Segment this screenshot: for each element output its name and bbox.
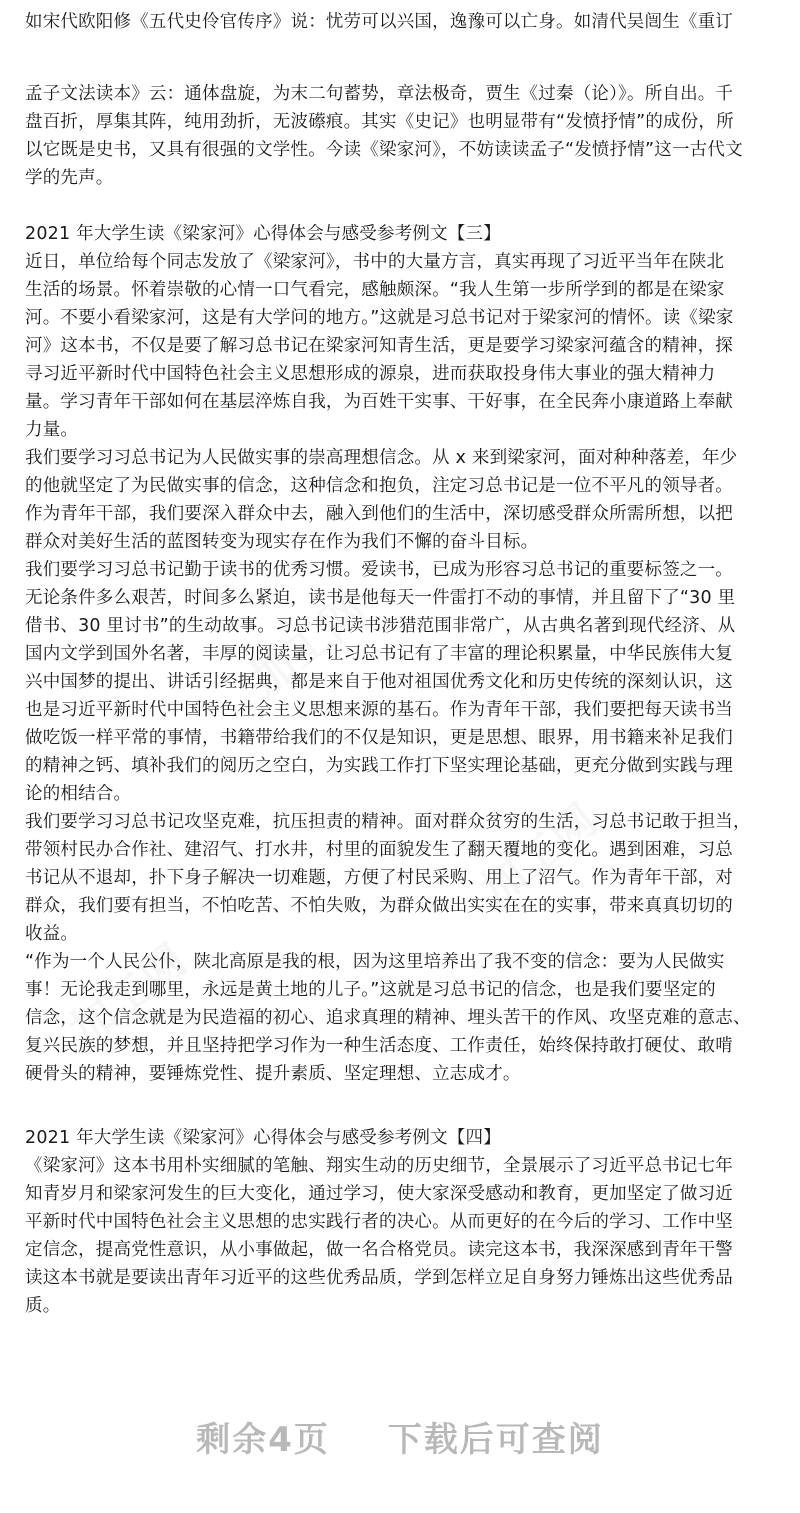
remaining-pages-label: 剩余4页 <box>196 1420 330 1460</box>
text-line: 书记从不退却，扑下身子解决一切难题，方便了村民采购、用上了沼气。作为青年干部，对 <box>25 868 733 888</box>
text-line: 收益。 <box>25 924 79 944</box>
text-line: 河。不要小看梁家河，这是有大学问的地方。”这就是习总书记对于梁家河的情怀。读《梁家 <box>25 308 734 328</box>
text-line: 河》这本书，不仅是要了解习总书记在梁家河知青生活，更是要学习梁家河蕴含的精神，探 <box>25 336 733 356</box>
text-line: 作为青年干部，我们要深入群众中去，融入到他们的生活中，深切感受群众所需所想，以把 <box>25 504 733 524</box>
text-line: 孟子文法读本》云：通体盘旋，为末二句蓄势，章法极奇，贾生《过秦（论）》。所自出。千 <box>25 84 734 104</box>
text-line: 读这本书就是要读出青年习近平的这些优秀品质，学到怎样立足自身努力锤炼出这些优秀品 <box>25 1268 733 1288</box>
text-line: 平新时代中国特色社会主义思想的忠实践行者的决心。从而更好的在今后的学习、工作中坚 <box>25 1212 733 1232</box>
text-line: 群众，我们要有担当，不怕吃苦、不怕失败，为群众做出实实在在的实事，带来真真切切的 <box>25 896 733 916</box>
text-line: 也是习近平新时代中国特色社会主义思想来源的基石。作为青年干部，我们要把每天读书当 <box>25 700 733 720</box>
text-line: 生活的场景。怀着崇敬的心情一口气看完，感触颇深。“我人生第一步所学到的都是在梁家 <box>25 280 725 300</box>
text-line: 复兴民族的梦想，并且坚持把学习作为一种生活态度、工作责任，始终保持敢打硬仗、敢啃 <box>25 1036 733 1056</box>
text-line: 无论条件多么艰苦，时间多么紧迫，读书是他每天一件雷打不动的事情，并且留下了“30 里 <box>25 588 736 608</box>
text-line: 知青岁月和梁家河发生的巨大变化，通过学习，使大家深受感动和教育，更加坚定了做习近 <box>25 1184 733 1204</box>
download-banner[interactable] <box>0 1412 800 1462</box>
text-line: 以它既是史书，又具有很强的文学性。今读《梁家河》，不妨读读孟子“发愤抒情”这一古代文 <box>25 140 743 160</box>
text-line: 信念，这个信念就是为民造福的初心、追求真理的精神、埋头苦干的作风、攻坚克难的意志、 <box>25 1008 751 1028</box>
text-line: 如宋代欧阳修《五代史伶官传序》说：忧劳可以兴国，逸豫可以亡身。如清代吴闿生《重订 <box>25 12 733 32</box>
text-line: 盘百折，厚集其阵，纯用劲折，无波礤痕。其实《史记》也明显带有“发愤抒情”的成份，所 <box>25 112 734 132</box>
text-line: 事！无论我走到哪里，永远是黄土地的儿子。”这就是习总书记的信念，也是我们要坚定的 <box>25 980 716 1000</box>
text-line: 近日，单位给每个同志发放了《梁家河》，书中的大量方言，真实再现了习近平当年在陕北 <box>25 252 725 272</box>
section-heading: 2021 年大学生读《梁家河》心得体会与感受参考例文【三】 <box>25 224 501 244</box>
text-line: 《梁家河》这本书用朴实细腻的笔触、翔实生动的历史细节，全景展示了习近平总书记七年 <box>25 1156 733 1176</box>
text-line: 带领村民办合作社、建沼气、打水井，村里的面貌发生了翻天覆地的变化。遇到困难，习总 <box>25 840 733 860</box>
download-hint-label: 下载后可查阅 <box>387 1420 604 1460</box>
text-line: 借书、30 里讨书”的生动故事。习总书记读书涉猎范围非常广，从古典名著到现代经济、从 <box>25 616 736 636</box>
text-line: 兴中国梦的提出、讲话引经据典，都是来自于他对祖国优秀文化和历史传统的深刻认识，这 <box>25 672 733 692</box>
text-line: 做吃饭一样平常的事情，书籍带给我们的不仅是知识，更是思想、眼界，用书籍来补足我们 <box>25 728 733 748</box>
text-line: 我们要学习习总书记勤于读书的优秀习惯。爱读书，已成为形容习总书记的重要标签之一。 <box>25 560 733 580</box>
text-line: 的精神之钙、填补我们的阅历之空白，为实践工作打下坚实理论基础，更充分做到实践与理 <box>25 756 733 776</box>
text-line: 学的先声。 <box>25 168 114 188</box>
text-line: 寻习近平新时代中国特色社会主义思想形成的源泉，进而获取投身伟大事业的强大精神力 <box>25 364 716 384</box>
text-line: “作为一个人民公仆，陕北高原是我的根，因为这里培养出了我不变的信念：要为人民做实 <box>25 952 725 972</box>
text-line: 量。学习青年干部如何在基层淬炼自我，为百姓干实事、干好事，在全民奔小康道路上奉献 <box>25 392 733 412</box>
text-line: 硬骨头的精神，要锤炼党性、提升素质、坚定理想、立志成才。 <box>25 1064 521 1084</box>
text-line: 群众对美好生活的蓝图转变为现实存在作为我们不懈的奋斗目标。 <box>25 532 539 552</box>
text-line: 的他就坚定了为民做实事的信念，这种信念和抱负，注定习总书记是一位不平凡的领导者。 <box>25 476 733 496</box>
section-heading: 2021 年大学生读《梁家河》心得体会与感受参考例文【四】 <box>25 1128 501 1148</box>
text-line: 我们要学习习总书记攻坚克难，抗压担责的精神。面对群众贫穷的生活，习总书记敢于担当， <box>25 812 751 832</box>
text-line: 我们要学习习总书记为人民做实事的崇高理想信念。从 x 来到梁家河，面对种种落差，年少 <box>25 448 738 468</box>
text-line: 论的相结合。 <box>25 784 132 804</box>
text-line: 质。 <box>25 1296 61 1316</box>
text-line: 定信念，提高党性意识，从小事做起，做一名合格党员。读完这本书，我深深感到青年干警 <box>25 1240 733 1260</box>
text-line: 力量。 <box>25 420 79 440</box>
text-line: 国内文学到国外名著，丰厚的阅读量，让习总书记有了丰富的理论积累量，中华民族伟大复 <box>25 644 733 664</box>
